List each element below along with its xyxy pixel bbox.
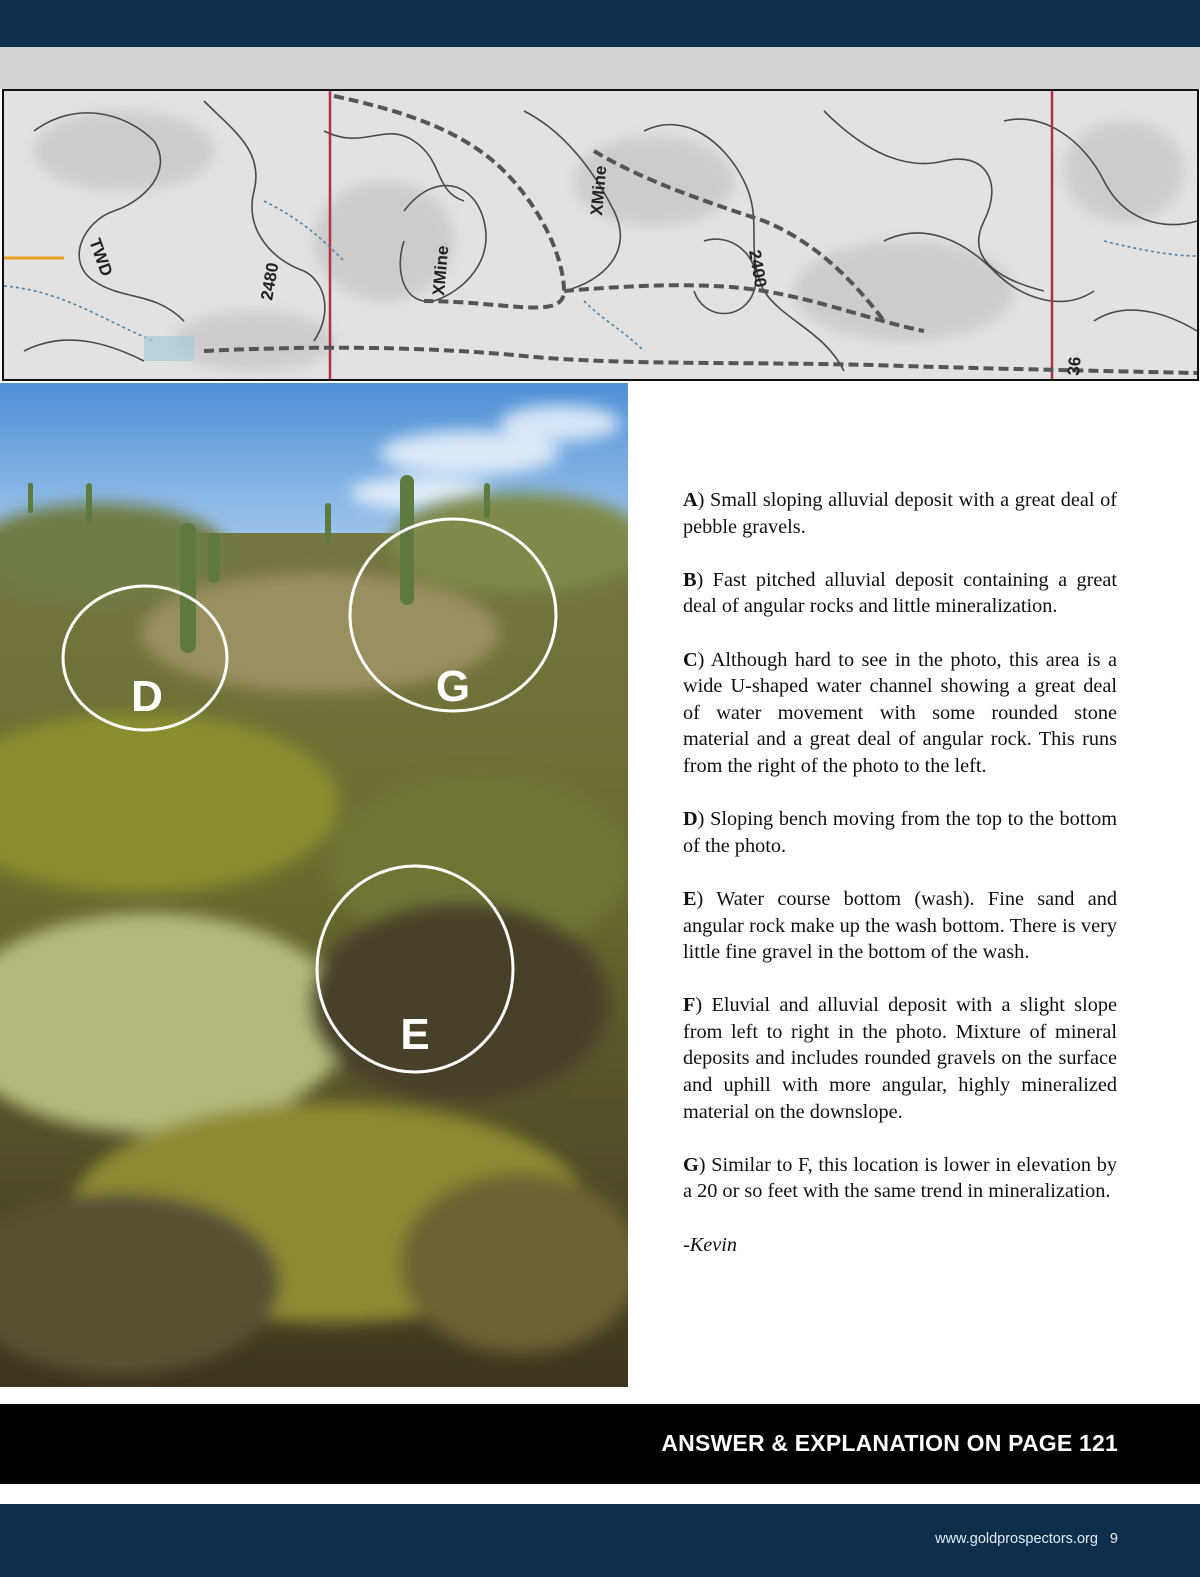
map-label-elevation-2400: 2400 xyxy=(745,248,771,289)
photo-marker-e: E xyxy=(400,1010,430,1059)
map-label-section-36: 36 xyxy=(1064,355,1085,377)
header-band xyxy=(0,0,1200,47)
explanation-item: F) Eluvial and alluvial deposit with a slight slope from left to right in the photo. Mixture of mineral deposits and includes rounded gravels on the surface and uphill with more angular, highly mineralized material on the downslope. xyxy=(683,994,1117,1123)
explanation-column xyxy=(683,487,1117,1285)
explanation-item: B) Fast pitched alluvial deposit containing a great deal of angular rocks and little mineralization. xyxy=(683,568,1117,618)
footer-info xyxy=(935,1531,1118,1547)
desert-photo xyxy=(0,383,628,1387)
page-number: 9 xyxy=(1109,1531,1118,1547)
photo-marker-d: D xyxy=(131,672,163,721)
map-label-mine: XMine xyxy=(429,244,453,297)
explanation-item: G) Similar to F, this location is lower in elevation by a 20 or so feet with the same trend in mineralization. xyxy=(683,1153,1117,1203)
explanation-item: C) Although hard to see in the photo, this area is a wide U-shaped water channel showing a great deal of water movement with some rounded stone material and a great deal of angular rock. This runs from the right of the photo to the left. xyxy=(683,648,1117,777)
page-footer xyxy=(0,1504,1200,1577)
map-label-elevation-2480: 2480 xyxy=(257,261,283,302)
answer-banner-text: ANSWER & EXPLANATION ON PAGE 121 xyxy=(661,1430,1118,1456)
answer-banner xyxy=(0,1404,1200,1484)
explanation-item: A) Small sloping alluvial deposit with a great deal of pebble gravels. xyxy=(683,489,1117,538)
header-grey-band xyxy=(0,47,1200,89)
explanation-item: D) Sloping bench moving from the top to the bottom of the photo. xyxy=(683,808,1117,857)
footer-url: www.goldprospectors.org xyxy=(935,1531,1098,1547)
map-label-mine: XMine xyxy=(587,164,611,217)
topographic-map xyxy=(2,89,1199,381)
photo-marker-g: G xyxy=(435,662,471,711)
map-label-twd: TWD xyxy=(85,235,117,279)
explanation-item: E) Water course bottom (wash). Fine sand and angular rock make up the wash bottom. There is very little fine gravel in the bottom of the wash. xyxy=(683,887,1117,964)
author-signature: -Kevin xyxy=(683,1233,738,1256)
